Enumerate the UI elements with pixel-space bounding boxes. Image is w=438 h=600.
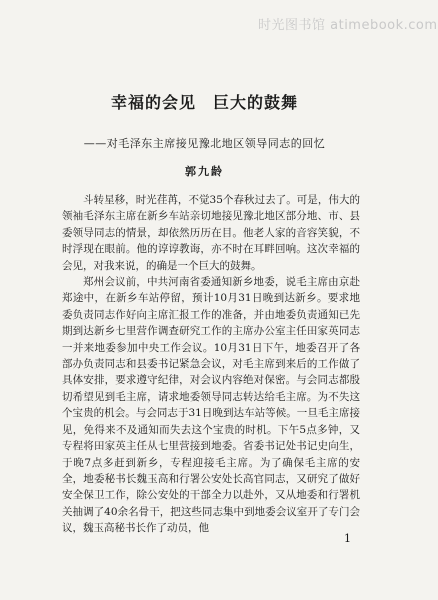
paragraph: 郑州会议前，中共河南省委通知新乡地委，说毛主席由京赴郑途中，在新乡车站停留，预计10月31日晚到达新乡。要求地委负责同志作好向主席汇报工作的准备，并由地委负责通知已先期到达新乡七里营作调查研究工作的主席办公室主任田家英同志一并来地委参加中央工作会议。10月31日下午，地委召开了各部办负责同志和县委书记紧急会议，对毛主席到来后的工作做了具体安排，要求遵守纪律，对会议内容绝对保密。与会同志都殷切希望见到毛主席，请求地委领导同志转达给毛主席。为不失这个宝贵的机会。与会同志于31日晚到达车站等候。一旦毛主席接见，免得来不及通知而失去这个宝贵的时机。下午5点多钟，又专程将田家英主任从七里营接到地委。省委书记处书记史向生，于晚7点多赶到新乡，专程迎接毛主席。为了确保毛主席的安全，地委秘书长魏玉高和行署公安处长高官同志，又研究了做好安全保卫工作，除公安处的干部全力以赴外，又从地委和行署机关抽调了40余名骨干，把这些同志集中到地委会议室开了专门会议，魏玉高秘书长作了动员，他 bbox=[62, 276, 360, 535]
article-body bbox=[62, 192, 360, 537]
page-number: 1 bbox=[344, 532, 351, 545]
paragraph: 斗转星移，时光荏苒，不觉35个春秋过去了。可是，伟大的领袖毛泽东主席在新乡车站亲切地接见豫北地区部分地、市、县委领导同志的情景，却依然历历在目。他老人家的音容笑貌，不时浮现在眼前。他的谆谆教诲，亦不时在耳畔回响。这次幸福的会见，对我来说，的确是一个巨大的鼓舞。 bbox=[62, 194, 360, 272]
article-subtitle: ——对毛泽东主席接见豫北地区领导同志的回忆 bbox=[83, 137, 326, 150]
article-author: 郭九龄 bbox=[185, 165, 224, 178]
article-title: 幸福的会见 巨大的鼓舞 bbox=[110, 93, 298, 112]
watermark: 时光图书馆 atimebook.com bbox=[258, 18, 438, 33]
